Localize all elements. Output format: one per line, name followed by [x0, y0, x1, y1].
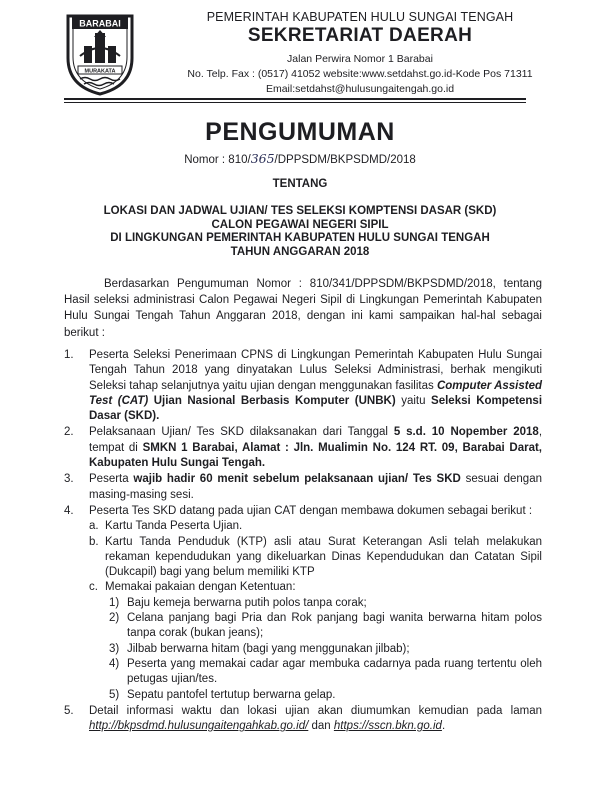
- sub-item-b: [89, 535, 542, 581]
- letterhead-office: SEKRETARIAT DAERAH: [247, 25, 473, 46]
- unbk-term: Ujian Nasional Berbasis Komputer (UNBK): [148, 394, 396, 407]
- letterhead-government: PEMERINTAH KABUPATEN HULU SUNGAI TENGAH: [206, 10, 514, 24]
- exam-location: SMKN 1 Barabai, Alamat : Jln. Mualimin No. 124 RT. 09, Barabai Darat, Kabupaten Hulu Sungai Tengah.: [89, 441, 543, 470]
- logo-label: BARABAI: [79, 18, 121, 29]
- document-number: [0, 151, 600, 166]
- dress-rule: [89, 596, 542, 611]
- list-item-3: [64, 472, 542, 503]
- logo-band-label: MURAKATA: [84, 68, 116, 75]
- barabai-crest-logo: [64, 10, 136, 96]
- item-text: .: [441, 720, 446, 733]
- subject-line: LOKASI DAN JADWAL UJIAN/ TES SELEKSI KOMPTENSI DASAR (SKD): [103, 205, 497, 217]
- number-handwritten: 365: [250, 151, 275, 166]
- item-text: Detail informasi waktu dan lokasi ujian akan diumumkan kemudian pada laman: [89, 704, 542, 717]
- item-number: 4.: [64, 504, 74, 517]
- item-number: 5.: [64, 704, 74, 717]
- list-item-4: [64, 504, 542, 703]
- numbered-list: [64, 348, 542, 735]
- dress-rule-text: Peserta yang memakai cadar agar membuka cadarnya pada ruang tertentu oleh petugas ujian/tes.: [127, 657, 542, 686]
- item-text: Pelaksanaan Ujian/ Tes SKD dilaksanakan dari Tanggal: [89, 426, 394, 439]
- sub-item-text: Kartu Tanda Penduduk (KTP) asli atau Surat Keterangan Asli telah melakukan rekaman kependudukan yang dikeluarkan Dinas Kependudukan dan Catatan Sipil (Dukcapil) bagi yang belum memiliki KTP: [105, 535, 542, 579]
- dress-rule-text: Sepatu pantofel tertutup berwarna gelap.: [127, 688, 336, 701]
- item-text: , tempat di: [89, 426, 543, 454]
- sub-item-label: a.: [89, 520, 99, 533]
- dress-rule: [89, 657, 542, 688]
- letterhead-contact: No. Telp. Fax : (0517) 41052 website:www.setdahst.go.id-Kode Pos 71311: [187, 68, 533, 80]
- sub-item-c: [89, 580, 542, 595]
- item-number: 1.: [64, 349, 74, 361]
- item-number: 3.: [64, 473, 74, 486]
- sub-item-a: [89, 519, 542, 534]
- subject-line: TAHUN ANGGARAN 2018: [230, 245, 370, 258]
- item-text: yaitu: [395, 394, 432, 407]
- item-text: Peserta: [89, 473, 134, 486]
- letterhead-rule-thick: [64, 98, 526, 100]
- sub-item-text: Memakai pakaian dengan Ketentuan:: [105, 581, 296, 594]
- subject-line: DI LINGKUNGAN PEMERINTAH KABUPATEN HULU SUNGAI TENGAH: [110, 232, 490, 244]
- dress-rule-text: Jilbab berwarna hitam (bagi yang menggunakan jilbab);: [127, 642, 410, 655]
- item-number: 2.: [64, 426, 74, 439]
- item-text: sesuai dengan masing-masing sesi.: [89, 473, 542, 501]
- number-prefix: Nomor : 810/: [184, 154, 251, 166]
- document-title: PENGUMUMAN: [205, 118, 395, 146]
- cat-term: Computer Assisted Test (CAT): [89, 379, 543, 407]
- sub-item-label: c.: [89, 581, 98, 594]
- tentang-label: TENTANG: [272, 178, 328, 190]
- arrival-rule: wajib hadir 60 menit sebelum pelaksanaan ujian/ Tes SKD: [133, 473, 461, 486]
- subject-block: [0, 205, 600, 259]
- dress-rule: [89, 642, 542, 657]
- dress-rule: [89, 688, 542, 703]
- letterhead-rule-thin: [64, 102, 526, 103]
- intro-paragraph: Berdasarkan Pengumuman Nomor : 810/341/DPPSDM/BKPSDMD/2018, tentang Hasil seleksi administrasi Calon Pegawai Negeri Sipil di Lingkungan Pemerintah Kabupaten Hulu Sungai Tengah Tahun Anggaran 2018, dengan ini kami sampaikan hal-hal sebagai berikut :: [64, 278, 542, 339]
- sub-item-text: Kartu Tanda Peserta Ujian.: [105, 520, 243, 533]
- dress-rule-number: 5): [109, 688, 120, 701]
- list-item-1: [64, 348, 542, 424]
- sub-item-label: b.: [89, 535, 99, 548]
- dress-rule-text: Celana panjang bagi Pria dan Rok panjang bagi wanita berwarna hitam polos tanpa corak (bukan jeans);: [127, 612, 542, 640]
- bkpsdmd-link[interactable]: http://bkpsdmd.hulusungaitengahkab.go.id/: [89, 720, 309, 733]
- dress-rule-number: 1): [109, 596, 120, 609]
- subject-line: CALON PEGAWAI NEGERI SIPIL: [211, 218, 389, 231]
- skd-term: Seleksi Kompetensi Dasar (SKD).: [89, 394, 543, 423]
- item-text: Peserta Tes SKD datang pada ujian CAT dengan membawa dokumen sebagai berikut :: [89, 504, 533, 517]
- list-item-2: [64, 425, 542, 471]
- letterhead-address: Jalan Perwira Nomor 1 Barabai: [287, 53, 433, 65]
- dress-rule-text: Baju kemeja berwarna putih polos tanpa corak;: [127, 596, 367, 609]
- item-text: dan: [308, 720, 334, 733]
- dress-rule: [89, 611, 542, 642]
- number-suffix: /DPPSDM/BKPSDMD/2018: [274, 154, 416, 166]
- exam-dates: 5 s.d. 10 Nopember 2018: [393, 426, 539, 439]
- letterhead: [140, 10, 580, 95]
- dress-rule-number: 3): [109, 642, 120, 655]
- dress-rule-number: 2): [109, 612, 120, 625]
- letterhead-email: Email:setdahst@hulusungaitengah.go.id: [265, 83, 455, 95]
- list-item-5: [64, 704, 542, 735]
- dress-rule-number: 4): [109, 657, 120, 670]
- item-text: Peserta Seleksi Penerimaan CPNS di Lingkungan Pemerintah Kabupaten Hulu Sungai Tengah Tahun 2018 yang dinyatakan Lulus Seleksi Administrasi, berhak mengikuti Seleksi tahap selanjutnya yaitu ujian dengan menggunakan fasilitas: [89, 349, 542, 392]
- sscn-link[interactable]: https://sscn.bkn.go.id: [333, 720, 442, 733]
